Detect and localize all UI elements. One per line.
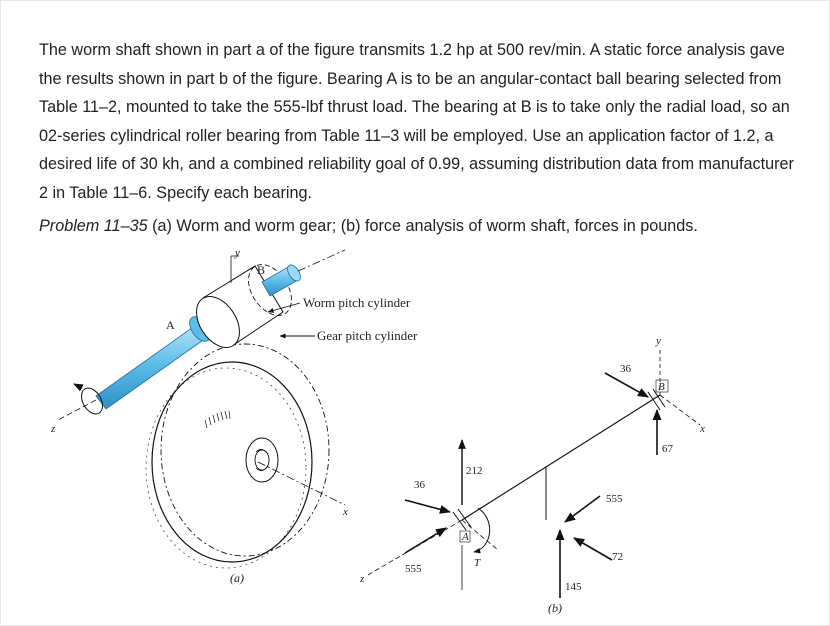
axis-x-label-a: x bbox=[343, 506, 348, 518]
worm-pitch-cylinder-label: Worm pitch cylinder bbox=[303, 295, 411, 310]
axis-x-label-b: x bbox=[700, 423, 705, 435]
shaft-line bbox=[462, 395, 660, 520]
caption-text: (a) Worm and worm gear; (b) force analysis of worm shaft, forces in pounds. bbox=[152, 217, 698, 235]
gear-pitch-cylinder-label: Gear pitch cylinder bbox=[317, 328, 418, 343]
torque-arc bbox=[474, 508, 490, 552]
figure-caption bbox=[39, 212, 799, 240]
caption-label: Problem 11–35 bbox=[39, 217, 148, 235]
worm-gear-figure bbox=[0, 240, 830, 626]
force-212-label: 212 bbox=[466, 465, 483, 477]
point-b-label: B bbox=[658, 381, 665, 393]
worm-axis-line bbox=[298, 250, 345, 271]
force-36-top-label: 36 bbox=[620, 363, 631, 375]
axis-y-label-a: y bbox=[235, 247, 240, 259]
problem-statement: The worm shaft shown in part a of the figure transmits 1.2 hp at 500 rev/min. A static force analysis gave the results shown in part b of the figure. Bearing A is to be an angular-contact ball bearing selected from Table 11–2, mounted to take the 555-lbf thrust load. The bearing at B is to take only the radial load, so an 02-series cylindrical roller bearing from Table 11–3 will be employed. Use an application factor of 1.2, a desired life of 30 kh, and a combined reliability goal of 0.99, assuming distribution data from manufacturer 2 in Table 11–6. Specify each bearing. bbox=[39, 41, 794, 202]
gear-rim-front bbox=[152, 362, 312, 562]
force-555-right-label: 555 bbox=[606, 493, 623, 505]
gear-hub bbox=[246, 438, 278, 482]
axis-z-label-b: z bbox=[360, 573, 365, 585]
part-a-label: (a) bbox=[230, 571, 244, 585]
torque-label: T bbox=[474, 557, 481, 569]
axis-z-label-a: z bbox=[51, 423, 56, 435]
force-555-left-label: 555 bbox=[405, 563, 422, 575]
point-a-label: A bbox=[462, 531, 469, 543]
force-67-label: 67 bbox=[662, 443, 673, 455]
part-b-free-body bbox=[359, 335, 705, 615]
force-72-label: 72 bbox=[612, 551, 623, 563]
part-b-label: (b) bbox=[548, 601, 562, 615]
bearing-b-label-a: B bbox=[257, 263, 266, 277]
part-a-drawing bbox=[50, 247, 418, 585]
force-36-left-label: 36 bbox=[414, 479, 425, 491]
bearing-a-label-a: A bbox=[166, 318, 175, 332]
force-145-label: 145 bbox=[565, 581, 582, 593]
axis-y-label-b: y bbox=[656, 335, 661, 347]
